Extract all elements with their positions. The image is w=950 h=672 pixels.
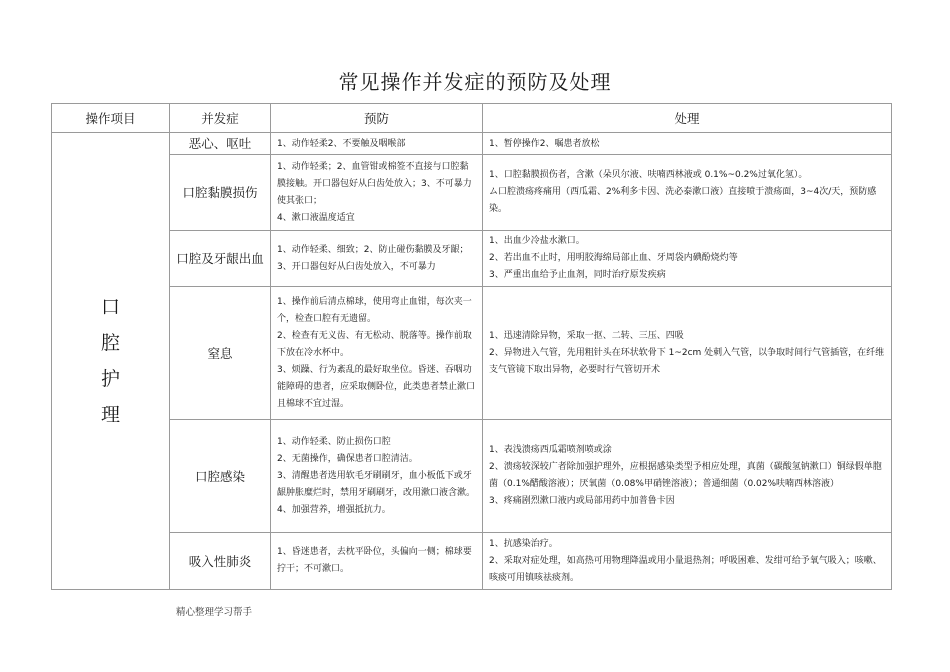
prevention-cell xyxy=(271,155,483,231)
treatment-line: 1、口腔黏膜损伤者，含漱（朵贝尔液、呋喃西林液或 0.1%~0.2%过氧化氢）。 xyxy=(489,170,808,180)
prevention-line: 2、无菌操作，确保患者口腔清洁。 xyxy=(277,453,418,464)
prevention-line: 3、清醒患者选用软毛牙刷刷牙，血小板低下或牙龈肿胀糜烂时，禁用牙刷刷牙，改用漱口液含漱。 xyxy=(277,470,476,498)
header-row xyxy=(52,104,892,133)
header-complication: 并发症 xyxy=(170,104,271,133)
table-row xyxy=(52,533,892,590)
prevention-line: 1、动作轻柔2、不要触及咽喉部 xyxy=(277,139,406,149)
complications-table xyxy=(51,103,892,590)
treatment-cell xyxy=(483,155,892,231)
prevention-line: 1、昏迷患者，去枕平卧位，头偏向一侧；棉球要拧干；不可漱口。 xyxy=(277,547,472,574)
treatment-line: 3、疼痛剧烈漱口液内或局部用药中加普鲁卡因 xyxy=(489,496,675,506)
table-row xyxy=(52,231,892,287)
header-treatment: 处理 xyxy=(483,104,892,133)
footer-note: 精心整理学习帮手 xyxy=(176,607,253,618)
prevention-cell xyxy=(271,231,483,287)
category-cell xyxy=(52,133,170,590)
complication-cell: 口腔感染 xyxy=(170,420,271,533)
treatment-line: 1、迅速清除异物，采取一抠、二转、三压、四吸 xyxy=(489,330,684,341)
complication-cell: 口腔及牙龈出血 xyxy=(170,231,271,287)
complication-cell: 吸入性肺炎 xyxy=(170,533,271,590)
treatment-cell xyxy=(483,533,892,590)
complication-cell: 恶心、呕吐 xyxy=(170,133,271,155)
treatment-line: 1、出血少冷盐水漱口。 xyxy=(489,236,585,246)
treatment-cell xyxy=(483,420,892,533)
prevention-line: 4、漱口液温度适宜 xyxy=(277,212,355,223)
table-row xyxy=(52,133,892,155)
treatment-cell xyxy=(483,133,892,155)
header-item: 操作项目 xyxy=(52,104,170,133)
treatment-cell xyxy=(483,287,892,420)
page-title: 常见操作并发症的预防及处理 xyxy=(338,70,612,94)
treatment-line: ム口腔溃疡疼痛用（西瓜霜、2%利多卡因、洗必泰漱口液）直接喷于溃疡面，3~4次/天，预防感染。 xyxy=(489,187,877,214)
treatment-line: 2、采取对症处理，如高热可用物理降温或用小量退热剂；呼吸困难、发绀可给予氧气吸入；咳嗽、咳痰可用镇咳祛痰剂。 xyxy=(489,555,882,583)
category-char: 理 xyxy=(100,404,120,426)
treatment-line: 3、严重出血给予止血剂，同时治疗原发疾病 xyxy=(489,270,666,280)
table-row xyxy=(52,155,892,231)
prevention-line: 1、动作轻柔、细致；2、防止碰伤黏膜及牙龈；3、开口器包好从臼齿处放入，不可暴力 xyxy=(277,244,469,272)
treatment-line: 2、异物进入气管，先用粗针头在环状软骨下 1~2cm 处刺入气管，以争取时间行气管插管，在纤维支气管镜下取出异物，必要时行气管切开术 xyxy=(489,347,885,375)
complication-cell: 口腔黏膜损伤 xyxy=(170,155,271,231)
treatment-line: 1、抗感染治疗。 xyxy=(489,538,558,549)
treatment-line: 1、暂停操作2、嘱患者放松 xyxy=(489,139,600,149)
treatment-line: 2、溃疡较深较广者除加强护理外，应根据感染类型予相应处理，真菌（碳酸氢钠漱口）铜绿假单胞菌（0.1%醋酸溶液）；厌氧菌（0.08%甲硝锉溶液）；普通细菌（0.02%呋喃西林溶液） xyxy=(489,462,882,489)
treatment-cell xyxy=(483,231,892,287)
prevention-line: 1、动作轻柔、防止损伤口腔 xyxy=(277,436,391,447)
prevention-line: 1、操作前后清点棉球，使用弯止血钳，每次夹一个，检查口腔有无遗留。 xyxy=(277,296,472,324)
treatment-line: 2、若出血不止时，用明胶海绵局部止血、牙周袋内碘酚烧灼等 xyxy=(489,253,738,263)
prevention-cell xyxy=(271,287,483,420)
category-char: 腔 xyxy=(100,332,120,354)
prevention-line: 3、烦躁、行为紊乱的最好取坐位。昏迷、吞咽功能障碍的患者，应采取侧卧位，此类患者禁止漱口且棉球不宜过湿。 xyxy=(277,364,476,409)
complication-cell: 窒息 xyxy=(170,287,271,420)
prevention-cell xyxy=(271,420,483,533)
prevention-cell xyxy=(271,133,483,155)
prevention-cell xyxy=(271,533,483,590)
category-char: 口 xyxy=(100,296,120,318)
header-prevention: 预防 xyxy=(271,104,483,133)
prevention-line: 1、动作轻柔；2、血管钳或棉签不直接与口腔黏膜接触。开口器包好从臼齿处放入；3、不可暴力使其张口； xyxy=(277,161,472,206)
table-row xyxy=(52,420,892,533)
prevention-line: 2、检查有无义齿、有无松动、脱落等。操作前取下放在冷水杯中。 xyxy=(277,330,472,358)
treatment-line: 1、表浅溃疡西瓜霜喷剂喷或涂 xyxy=(489,445,612,455)
prevention-line: 4、加强营养，增强抵抗力。 xyxy=(277,504,391,515)
category-char: 护 xyxy=(100,368,120,390)
table-row xyxy=(52,287,892,420)
